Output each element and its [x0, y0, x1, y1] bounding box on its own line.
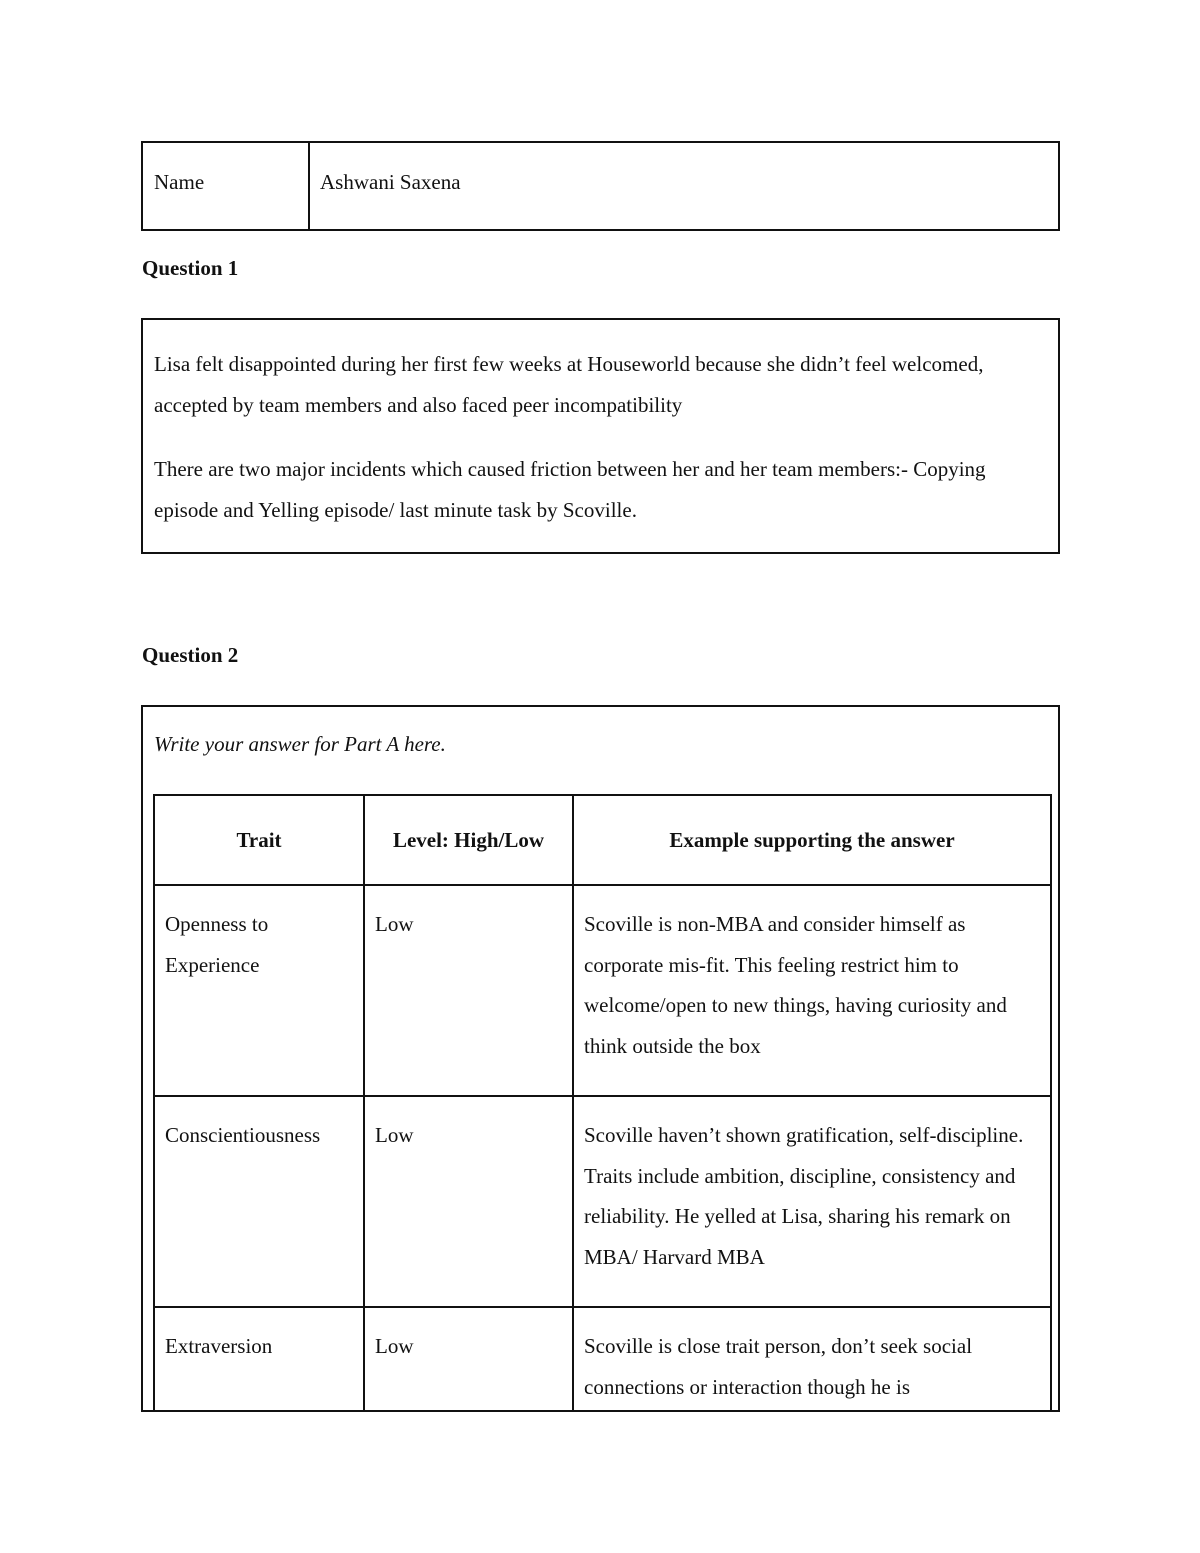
table-row [154, 885, 1051, 1096]
example-cell: Scoville is close trait person, don’t seek social connections or interaction though he is [573, 1307, 1051, 1412]
example-cell: Scoville is non-MBA and consider himself as corporate mis-fit. This feeling restrict him to welcome/open to new things, having curiosity and think outside the box [573, 885, 1051, 1096]
trait-cell: Openness to Experience [154, 885, 364, 1096]
question-2-answer-box [141, 705, 1060, 1412]
question-1-answer-box [141, 318, 1060, 554]
name-label: Name [143, 143, 310, 229]
level-cell: Low [364, 1096, 573, 1307]
table-row [154, 1096, 1051, 1307]
name-value: Ashwani Saxena [320, 170, 461, 194]
level-cell: Low [364, 885, 573, 1096]
header-level: Level: High/Low [364, 795, 573, 885]
name-table [141, 141, 1060, 231]
table-row [154, 1307, 1051, 1412]
header-trait: Trait [154, 795, 364, 885]
trait-cell: Extraversion [154, 1307, 364, 1412]
traits-header-row [154, 795, 1051, 885]
question-1-heading: Question 1 [142, 256, 239, 280]
trait-cell: Conscientiousness [154, 1096, 364, 1307]
level-cell: Low [364, 1307, 573, 1412]
question-1-paragraph-1: Lisa felt disappointed during her first few weeks at Houseworld because she didn’t feel welcomed, accepted by team members and also faced peer incompatibility [154, 352, 984, 417]
question-2-instruction: Write your answer for Part A here. [154, 732, 446, 756]
example-cell: Scoville haven’t shown gratification, self-discipline. Traits include ambition, discipline, consistency and reliability. He yelled at Lisa, sharing his remark on MBA/ Harvard MBA [573, 1096, 1051, 1307]
question-1-paragraph-2: There are two major incidents which caused friction between her and her team members:- Copying episode and Yelling episode/ last minute task by Scoville. [154, 457, 986, 522]
header-example: Example supporting the answer [573, 795, 1051, 885]
traits-table [153, 794, 1052, 1412]
question-2-heading: Question 2 [142, 643, 239, 667]
